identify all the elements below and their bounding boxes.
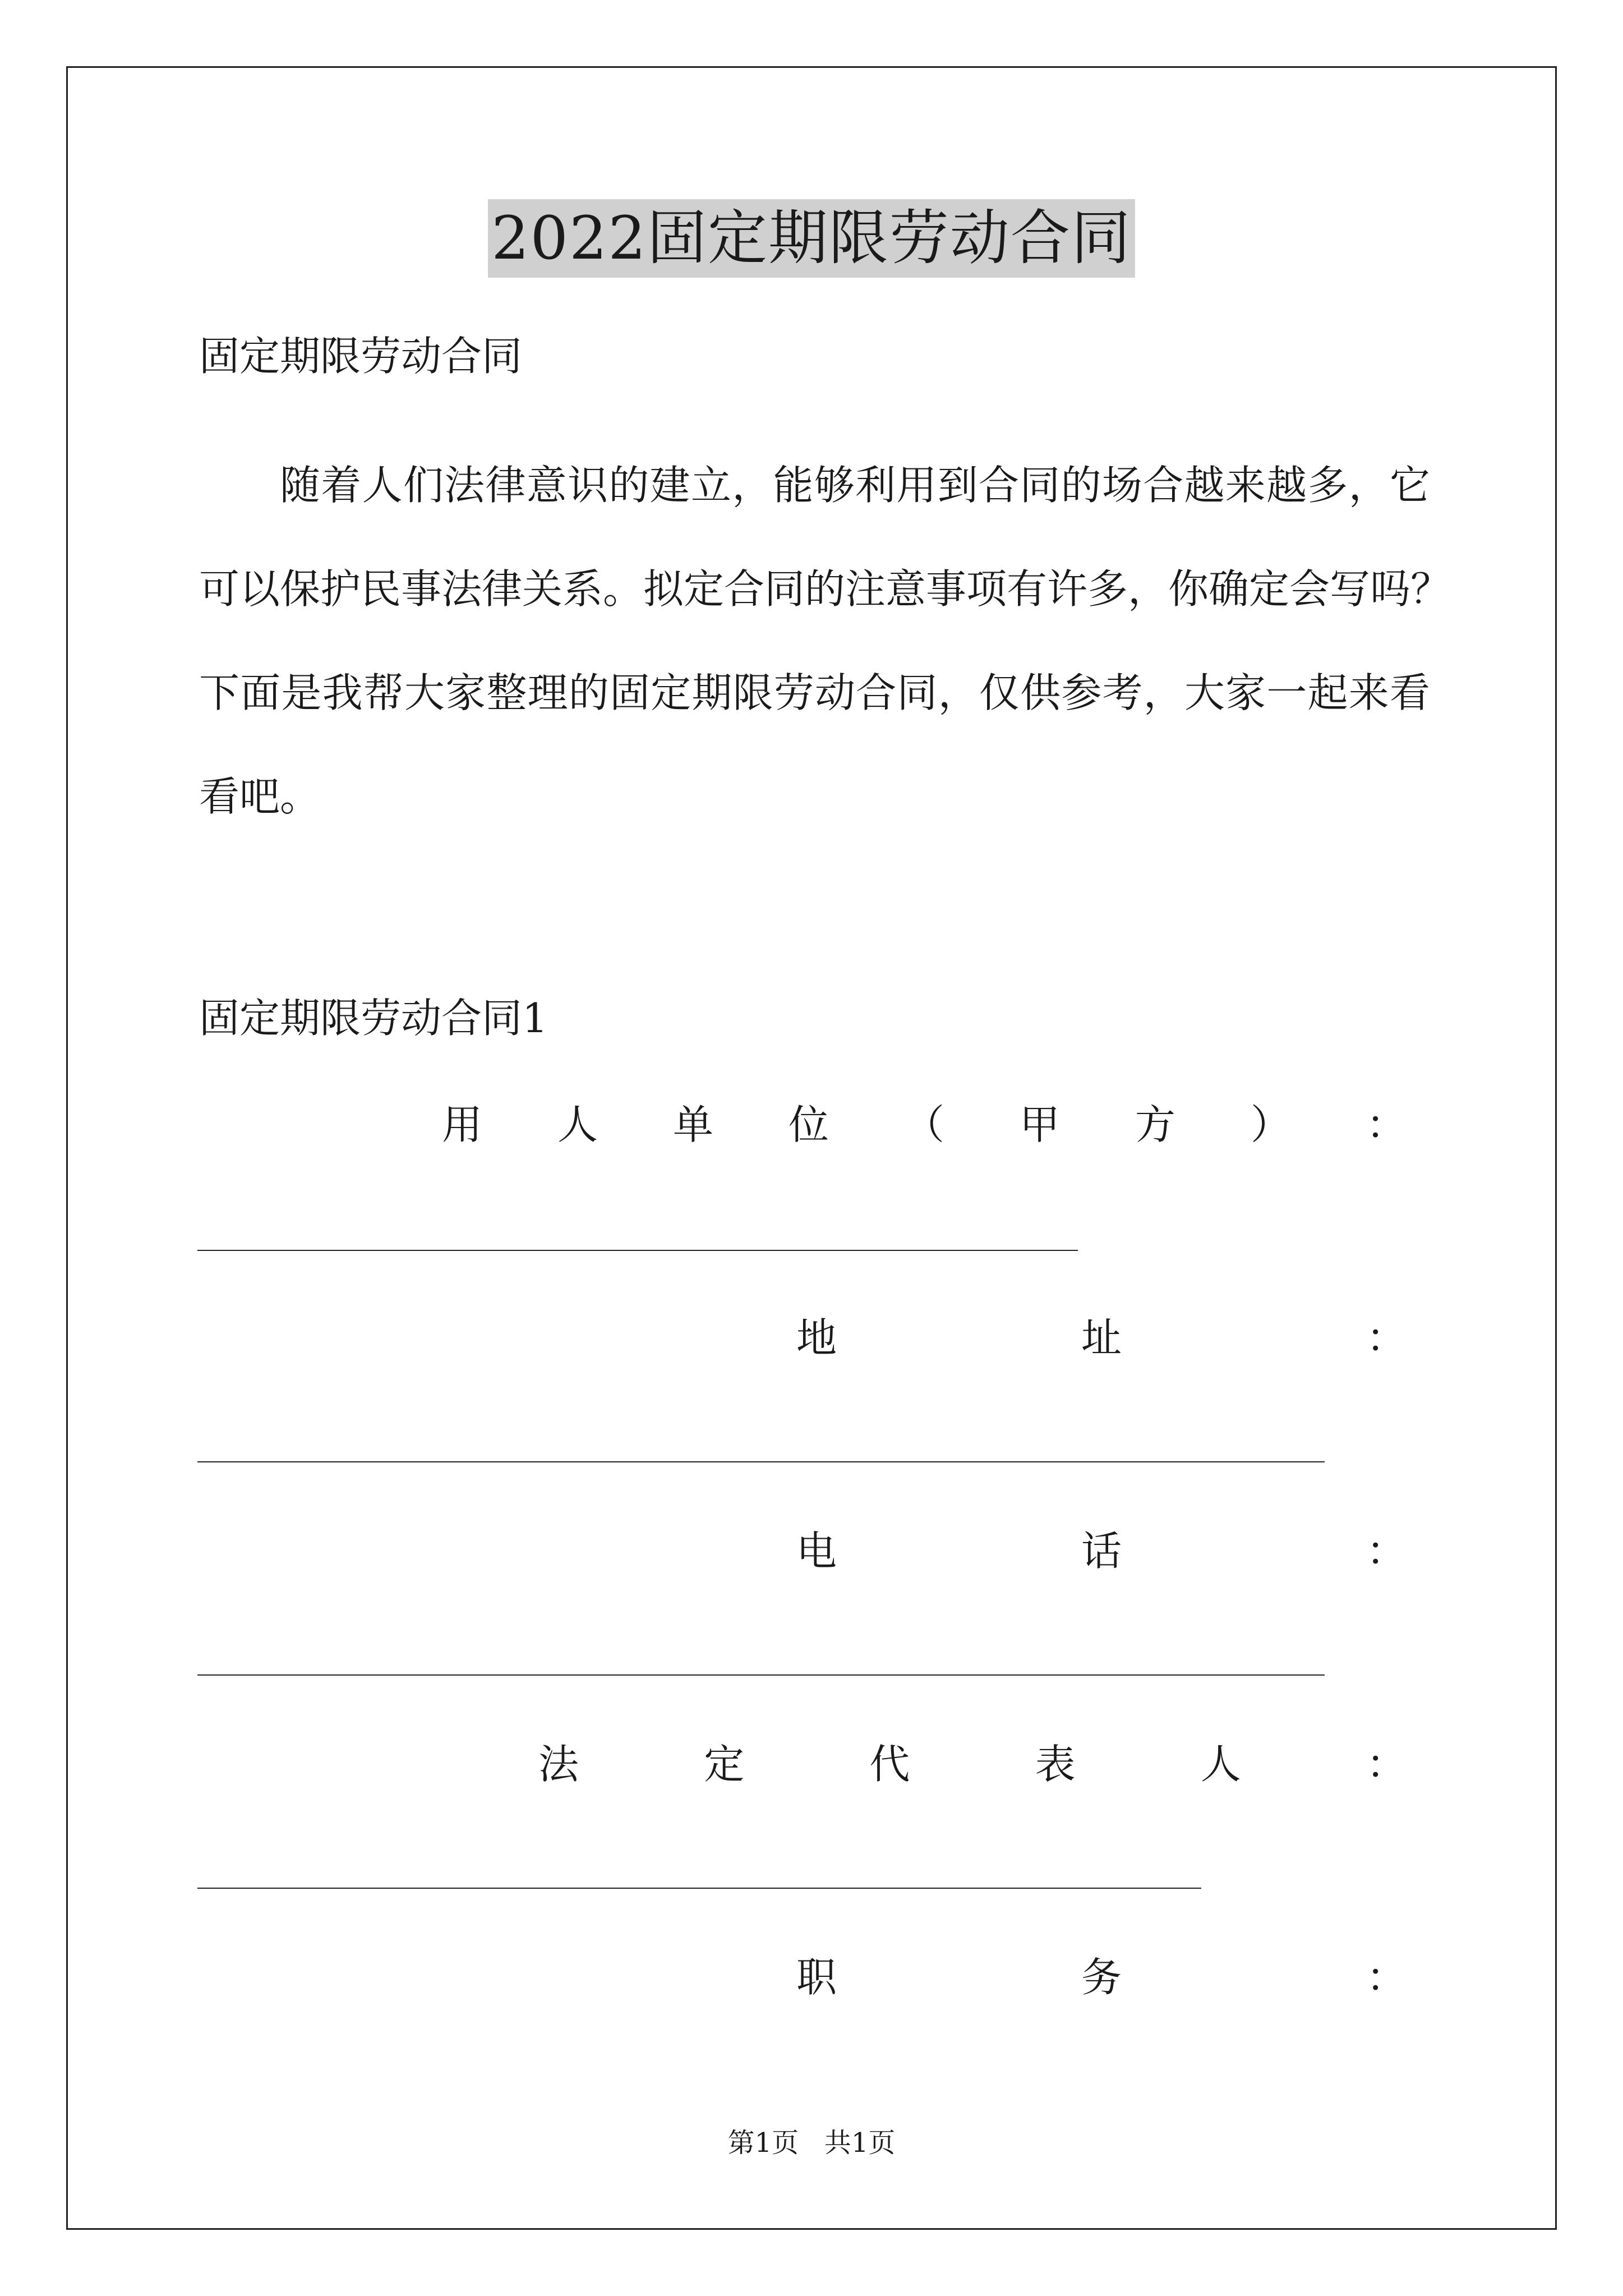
legal-rep-char: 法 [538,1741,579,1788]
legal-rep-char: 表 [1035,1741,1076,1788]
employer-char: 方 [1135,1101,1175,1148]
phone-char: 话 [1081,1527,1122,1575]
position-char: ： [1366,1954,1407,2001]
employer-char: 用 [442,1101,483,1148]
address-char: 址 [1081,1314,1122,1361]
employer-char: 位 [788,1101,829,1148]
intro-line-1: 随着人们法律意识的建立，能够利用到合同的场合越来越多，它 [280,462,1430,509]
phone-char: ： [1366,1527,1407,1575]
legal-rep-char: ： [1366,1741,1407,1788]
phone-char: 电 [796,1527,837,1575]
position-label [796,1952,1407,2003]
legal-rep-label [538,1739,1407,1789]
address-blank-line [197,1461,1325,1462]
address-label [796,1313,1407,1363]
position-char: 职 [796,1954,837,2001]
document-title-wrap [0,199,1623,278]
phone-label [796,1526,1407,1576]
employer-label [442,1099,1407,1150]
legal-rep-char: 代 [869,1741,910,1788]
employer-char: ： [1366,1101,1407,1148]
page-footer: 第1页 共1页 [727,2127,896,2159]
phone-blank-line [197,1674,1325,1676]
document-subtitle: 固定期限劳动合同 [199,333,523,380]
address-char: 地 [796,1314,837,1361]
employer-char: 甲 [1019,1101,1060,1148]
employer-char: 单 [672,1101,713,1148]
intro-line-4: 看吧。 [199,773,321,820]
intro-line-2: 可以保护民事法律关系。拟定合同的注意事项有许多，你确定会写吗？ [199,565,1451,613]
intro-line-3: 下面是我帮大家整理的固定期限劳动合同，仅供参考，大家一起来看 [199,669,1430,716]
document-title: 2022固定期限劳动合同 [488,199,1135,278]
employer-char: ） [1250,1101,1291,1148]
employer-blank-line [197,1250,1078,1251]
address-char: ： [1366,1314,1407,1361]
legal-rep-char: 人 [1200,1741,1241,1788]
legal-rep-blank-line [197,1888,1201,1889]
section-heading: 固定期限劳动合同1 [199,995,548,1042]
legal-rep-char: 定 [704,1741,745,1788]
employer-char: 人 [557,1101,598,1148]
employer-char: （ [903,1101,944,1148]
position-char: 务 [1081,1954,1122,2001]
